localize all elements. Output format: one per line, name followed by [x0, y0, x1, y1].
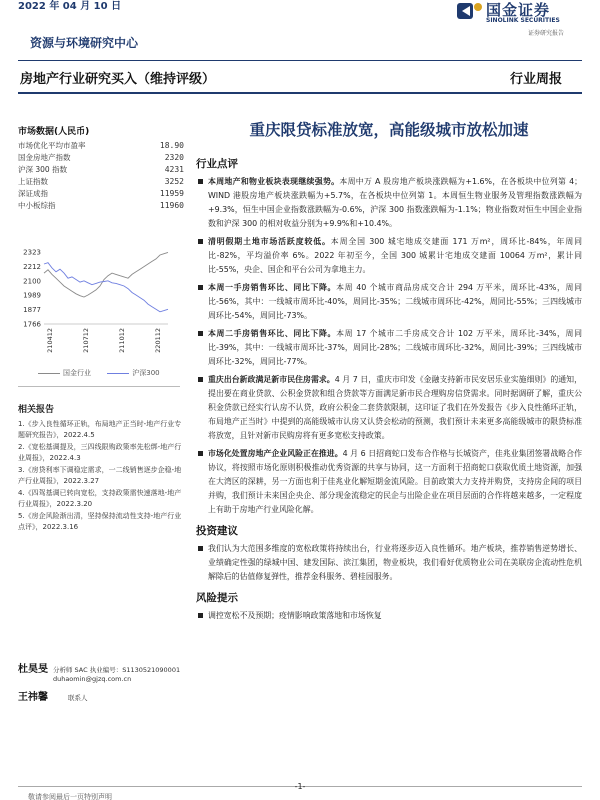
- x-tick-label: 210412: [46, 328, 54, 353]
- indicator-value: 2320: [164, 153, 184, 162]
- point-text: 本周全国 300 城宅地成交建面 171 万m²，周环比-84%，年周同比-82%，平均溢价率 6%。2022 年初至今，全国 300 城累计宅地成交建面 10064 万m²，累计同比-55%，央企、国企和平台公司为拿地主力。: [208, 237, 582, 274]
- x-tick-label: 210712: [82, 328, 90, 353]
- y-tick-label: 1766: [23, 320, 41, 329]
- point-lead: 本周一手房销售环比、同比下降。: [208, 283, 337, 292]
- indicator-value: 3252: [164, 177, 184, 186]
- related-report-link[interactable]: 1.《步入良性循环正轨，布局地产正当时-地产行业专题研究报告》，2022.4.5: [18, 420, 182, 439]
- related-title: 相关报告: [18, 405, 55, 415]
- y-tick-label: 1877: [23, 306, 41, 315]
- rating-line: 房地产行业研究买入（维持评级）: [20, 72, 216, 87]
- main-content: [196, 118, 582, 627]
- indicator-row: [18, 176, 190, 188]
- company-logo: [456, 0, 596, 36]
- indicator-row: [18, 188, 190, 200]
- y-tick-label: 2323: [23, 248, 41, 257]
- report-title: 重庆限贷标准放宽，高能级城市放松加速: [249, 120, 529, 139]
- legend-label-industry: 国金行业: [63, 369, 91, 377]
- point-lead: 市场化处置房地产企业风险正在推进。: [208, 449, 343, 458]
- x-tick-label: 220112: [154, 328, 162, 353]
- logo-sub: 证券研究报告: [528, 30, 565, 37]
- point-paragraph: [196, 235, 582, 277]
- point-lead: 本周二手房销售环比、同比下降。: [208, 329, 337, 338]
- point-lead: 清明假期土地市场活跃度较低。: [208, 237, 331, 246]
- point-text: 4 月 6 日招商蛇口发布合作格与长城资产，佳兆业集团签署战略合作协议，将按照市场化原则积极推动优秀资源的共享与协同，这一方面利于招商蛇口获取优质土地资源，加强在大湾区的深耕，另一方面也利于佳兆业化解短期金流风险。目前政策大力支持并购贷，支持房企间的项目并购，我们预计未来国企央企、部分现金流稳定的民企与出险企业在项目层面的合作将越来越多，一定程度上有助于房地产行业风险化解。: [208, 449, 582, 514]
- section-heading-points: 行业点评: [196, 158, 238, 170]
- market-data-title: 市场数据(人民币): [18, 127, 90, 137]
- analyst-list: [18, 660, 198, 707]
- related-reports: [18, 402, 186, 534]
- y-tick-label: 1989: [23, 291, 41, 300]
- indicator-label: 中小板综指: [18, 201, 56, 210]
- indicator-value: 11960: [159, 201, 184, 210]
- related-report-link[interactable]: 4.《四驾基调已转向宽松，支持政策需快速落地-地产行业周报》，2022.3.20: [18, 489, 182, 508]
- indicator-label: 深证成指: [18, 189, 48, 198]
- market-data-panel: [18, 124, 190, 212]
- analyst-row: [18, 688, 198, 703]
- report-type: 行业周报: [509, 72, 562, 87]
- footer-note: 敬请参阅最后一页特别声明: [28, 793, 112, 800]
- indicator-row: [18, 140, 190, 152]
- point-paragraph: [196, 175, 582, 231]
- point-paragraph: [196, 373, 582, 443]
- legend-label-hs300: 沪深300: [132, 369, 160, 377]
- risk-paragraph: 调控宽松不及预期；疫情影响政策落地和市场恢复: [196, 609, 582, 623]
- indicator-label: 沪深 300 指数: [18, 165, 68, 174]
- indicator-label: 国金房地产指数: [18, 153, 71, 162]
- point-lead: 本周地产和物业板块表现继续强势。: [208, 177, 340, 186]
- chart-legend: [18, 368, 190, 378]
- indicator-label: 上证指数: [18, 177, 48, 186]
- page-number: -1-: [294, 782, 306, 791]
- related-report-link[interactable]: 3.《房贷利率下调稳定需求，一二线销售逐步企稳-地产行业周报》，2022.3.27: [18, 466, 182, 485]
- divider: [18, 60, 582, 61]
- point-paragraph: [196, 447, 582, 517]
- related-list: [18, 419, 186, 533]
- point-lead: 重庆出台新政满足新市民住房需求。: [208, 375, 335, 384]
- related-report-link[interactable]: 5.《房企风险渐出清，坚持保持流动性支持-地产行业点评》，2022.3.16: [18, 512, 182, 531]
- y-tick-label: 2212: [23, 262, 41, 271]
- y-tick-label: 2100: [23, 277, 41, 286]
- point-paragraph: [196, 327, 582, 369]
- point-paragraph: [196, 281, 582, 323]
- legend-swatch-hs300: [107, 373, 129, 374]
- analyst-info: 联系人: [68, 694, 88, 702]
- invest-paragraph: 我们认为大范围多维度的宽松政策将持续出台，行业将逐步迈入良性循环。地产板块，推荐销售逆势增长、业绩确定性强的绿城中国、建发国际、滨江集团，物业板块，我们看好优质物业公司在美联房企流动性危机解除后的估值修复弹性，推荐金科服务、碧桂园服务。: [196, 542, 582, 584]
- series-line-hs300: [44, 263, 168, 312]
- legend-swatch-industry: [38, 373, 60, 374]
- points-list: [196, 175, 582, 517]
- report-date: 2022 年 04 月 10 日: [18, 1, 122, 12]
- divider: [18, 92, 582, 94]
- point-text: 本周 40 个城市商品房成交合计 294 万平米，周环比-43%，周同比-56%，其中：一线城市周环比-40%，周同比-35%；二线城市周环比-42%，周同比-55%；三四线城市周环比-54%，周同比-73%。: [208, 283, 582, 320]
- related-report-link[interactable]: 2.《宽松基调提及，三四线限购政策率先松绑-地产行业周报》，2022.4.3: [18, 443, 182, 462]
- indicator-label: 市场优化平均市盈率: [18, 141, 86, 150]
- point-text: 本周中万 A 股房地产板块涨跌幅为+1.6%，在各板块中位列第 4；WIND 港股房地产板块涨跌幅为+5.7%，在各板块中位列第 1。本周恒生物业服务及管理指数涨跌幅为+9.3%，恒生中国企业指数涨跌幅为-0.6%，沪深 300 指数涨跌幅为-1.1%；物业指数对恒生中国企业指数和沪深 300 的相对收益分别为+9.9%和+10.4%。: [208, 177, 582, 228]
- series-line-industry: [44, 252, 168, 297]
- indicator-value: 4231: [164, 165, 184, 174]
- logo-en: SINOLINK SECURITIES: [486, 17, 560, 24]
- logo-mark-icon: [456, 0, 484, 22]
- analyst-info: 分析师 SAC 执业编号：S1130521090001 duhaomin@gjzq.com.cn: [52, 666, 181, 683]
- section-heading-invest: 投资建议: [196, 525, 238, 537]
- analyst-row: [18, 660, 198, 684]
- indicator-list: [18, 140, 190, 212]
- divider: [18, 386, 180, 387]
- indicator-value: 11959: [159, 189, 184, 198]
- section-heading-risk: 风险提示: [196, 592, 238, 604]
- research-center: 资源与环境研究中心: [30, 36, 139, 50]
- point-text: 本周 17 个城市二手房成交合计 102 万平米，周环比-34%，周同比-39%，其中：一线城市周环比-37%，周同比-28%；二线城市周环比-32%，周同比-39%；三四线城市周环比-32%，周同比-77%。: [208, 329, 582, 366]
- index-line-chart: [18, 244, 190, 384]
- x-tick-label: 211012: [118, 328, 126, 353]
- point-text: 4 月 7 日，重庆市印发《金融支持新市民安居乐业实施细则》的通知，提出要在商业贷款、公积金贷款和组合贷款等方面满足新市民合理购房信贷需求。同时据调研了解，重庆公积金贷款已经实行认房不认贷，政府公积金二套贷款限制，这印证了我们在外发报告《步入良性循环正轨，布局地产正当时》中提到的高能级城市认房又认贷会松动的预测，我们预计未来更多高能级城市的限贷标准将放宽，且针对新市民购房将有更多宽松支持政策。: [208, 375, 582, 440]
- analyst-name: 王祎馨: [18, 692, 48, 703]
- analyst-name: 杜昊旻: [18, 664, 48, 675]
- indicator-row: [18, 152, 190, 164]
- logo-cn: 国金证券: [486, 1, 551, 19]
- indicator-row: [18, 200, 190, 212]
- indicator-row: [18, 164, 190, 176]
- indicator-value: 18.90: [159, 141, 184, 150]
